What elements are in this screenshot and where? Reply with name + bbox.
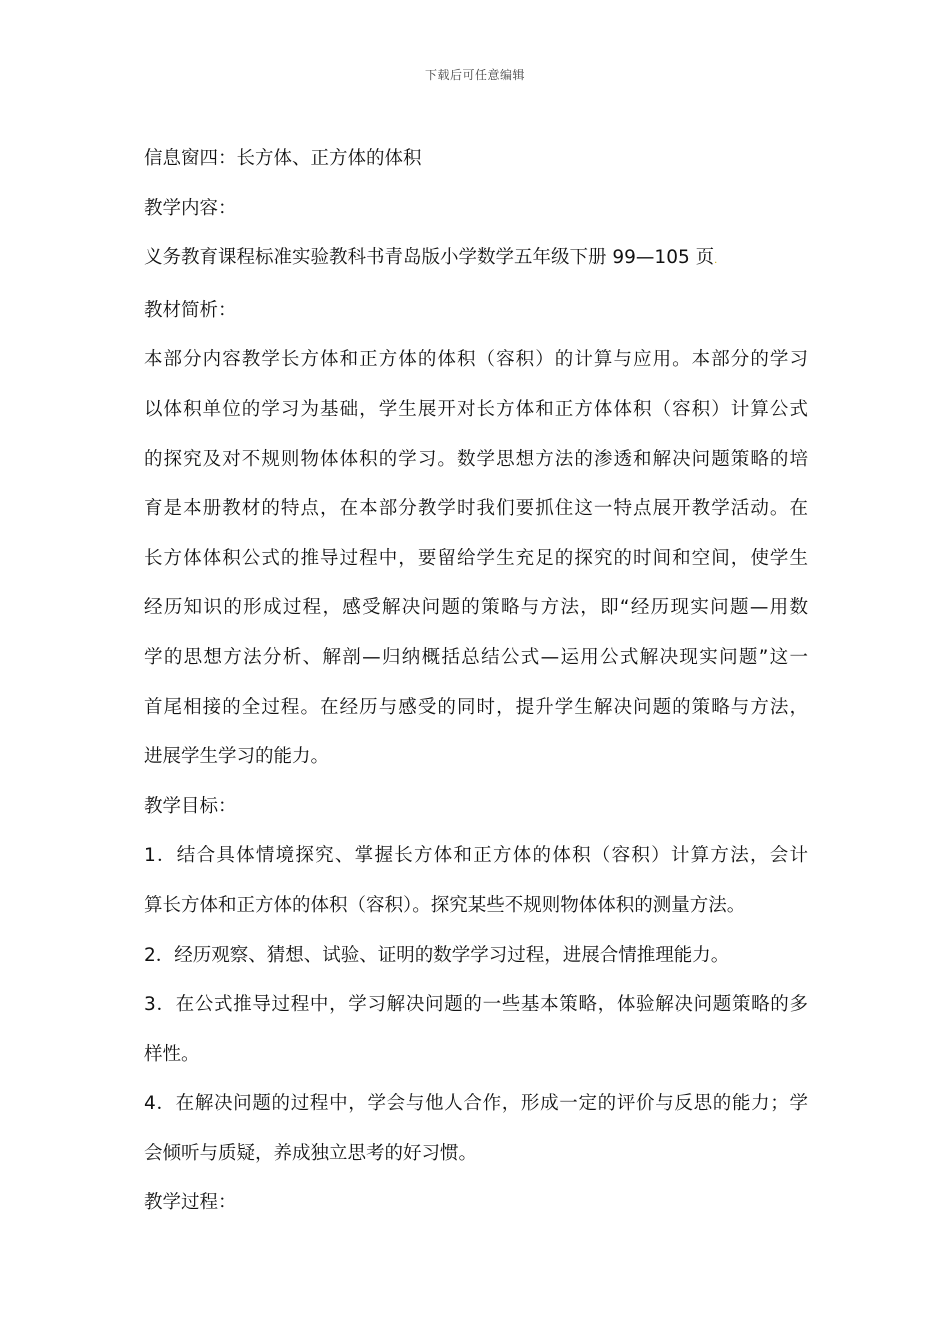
analysis-line: 以体积单位的学习为基础，学生展开对长方体和正方体体积（容积）计算公式 [144,398,808,420]
content-text-mark: . [714,255,718,267]
content-heading: 教学内容： [144,197,237,219]
goal-line: 算长方体和正方体的体积（容积）。探究某些不规则物体体积的测量方法。 [144,894,746,916]
header-note: 下载后可任意编辑 [424,68,525,82]
document-body [144,134,808,1228]
analysis-line: 经历知识的形成过程，感受解决问题的策略与方法，即“经历现实问题—用数 [144,597,808,619]
goal-line: 4．在解决问题的过程中，学会与他人合作，形成一定的评价与反思的能力；学 [144,1093,808,1115]
process-heading: 教学过程： [144,1192,237,1214]
analysis-heading: 教材简析： [144,299,237,321]
analysis-line: 长方体体积公式的推导过程中，要留给学生充足的探究的时间和空间，使学生 [144,547,808,569]
document-title: 信息窗四：长方体、正方体的体积 [144,148,422,169]
goal-line: 1．结合具体情境探究、掌握长方体和正方体的体积（容积）计算方法，会计 [144,845,808,867]
analysis-line: 首尾相接的全过程。在经历与感受的同时，提升学生解决问题的策略与方法， [144,696,808,718]
content-text [144,233,808,286]
goal-line: 样性。 [144,1043,200,1065]
goal-line: 3．在公式推导过程中，学习解决问题的一些基本策略，体验解决问题策略的多 [144,994,808,1016]
goal-item-4 [144,1079,808,1178]
analysis-line: 育是本册教材的特点，在本部分教学时我们要抓住这一特点展开教学活动。在 [144,498,808,520]
analysis-line: 本部分内容教学长方体和正方体的体积（容积）的计算与应用。本部分的学习 [144,349,808,371]
analysis-paragraph [144,335,808,781]
analysis-line: 进展学生学习的能力。 [144,746,330,768]
goals-heading: 教学目标： [144,795,237,817]
analysis-line: 学的思想方法分析、解剖—归纳概括总结公式—运用公式解决现实问题”这一 [144,646,808,668]
goal-item-3 [144,980,808,1079]
goal-item-1 [144,831,808,930]
goal-item-2 [144,931,808,981]
analysis-line: 的探究及对不规则物体体积的学习。数学思想方法的渗透和解决问题策略的培 [144,448,808,470]
goal-line: 2．经历观察、猜想、试验、证明的数学学习过程，进展合情推理能力。 [144,944,730,966]
goal-line: 会倾听与质疑，养成独立思考的好习惯。 [144,1142,478,1164]
content-text-body: 义务教育课程标准实验教科书青岛版小学数学五年级下册 99—105 页 [144,247,715,269]
